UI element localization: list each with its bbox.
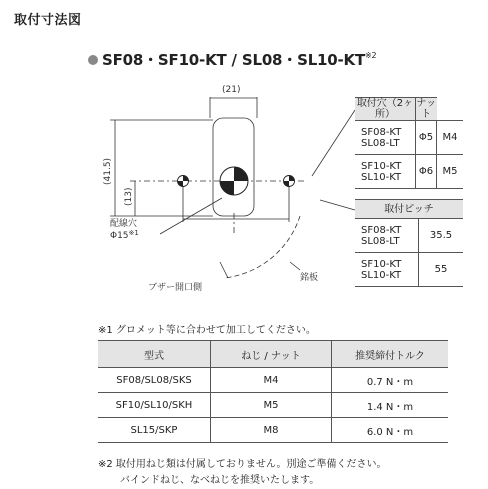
dim-height-label: (41.5) (103, 157, 113, 185)
hole-table-header-hole: 取付穴（2ヶ所） (355, 98, 416, 121)
dim-width-label: (21) (222, 85, 241, 95)
pitch-table-cell (355, 219, 419, 253)
torque-table-header-model: 型式 (98, 341, 211, 368)
pitch-table-cell (355, 253, 419, 287)
hole-table-cell (355, 121, 416, 155)
model-heading-text: SF08・SF10-KT / SL08・SL10-KT (102, 51, 366, 69)
pitch-table (355, 199, 463, 287)
note-2-line-2: バインドねじ、なべねじを推奨いたします。 (120, 475, 320, 486)
nameplate-leader (290, 262, 300, 270)
pitch-table-header: 取付ピッチ (355, 200, 463, 219)
pitch-table-model: SL10-KT (361, 269, 402, 281)
wiring-hole-note-mark: ※1 (128, 229, 139, 237)
pitch-table-value: 55 (419, 253, 464, 287)
hole-table-model: SL08-LT (361, 137, 400, 149)
hole-table-hole: Φ5 (416, 121, 437, 155)
wiring-hole-size-value: Φ15 (110, 231, 129, 241)
mounting-hole-right (284, 176, 295, 187)
torque-table-torque: 1.4 N・m (332, 393, 449, 418)
pitch-table-value: 35.5 (419, 219, 464, 253)
buzzer-leader (220, 262, 228, 278)
hole-table-header-nut: ナット (416, 98, 437, 120)
hole-table-model: SF08-KT (361, 126, 402, 138)
table-row (98, 393, 448, 418)
torque-table-header-screw: ねじ / ナット (211, 341, 332, 368)
torque-table-torque: 6.0 N・m (332, 418, 449, 443)
note-2-line-1: ※2 取付用ねじ類は付属しておりません。別途ご準備ください。 (98, 459, 387, 470)
table-row (98, 368, 448, 393)
pitch-table-model: SF08-KT (361, 224, 402, 236)
torque-table-model: SF08/SL08/SKS (98, 368, 211, 393)
torque-table-model: SF10/SL10/SKH (98, 393, 211, 418)
mounting-hole-left (178, 176, 189, 187)
torque-table-screw: M4 (211, 368, 332, 393)
torque-table-torque: 0.7 N・m (332, 368, 449, 393)
hole-table-nut: M5 (437, 155, 464, 189)
buzzer-opening-label: ブザー開口側 (148, 283, 203, 293)
note-1: ※1 グロメット等に合わせて加工してください。 (98, 325, 316, 336)
pitch-table-model: SL08-LT (361, 235, 400, 247)
torque-table-screw: M8 (211, 418, 332, 443)
hole-table-nut: M4 (437, 121, 464, 155)
wiring-hole-mark (220, 167, 248, 195)
dim-offset-label: (13) (124, 187, 134, 206)
torque-table-model: SL15/SKP (98, 418, 211, 443)
nameplate-label: 銘板 (300, 273, 319, 283)
wiring-hole-size (110, 229, 139, 241)
torque-table-header-torque: 推奨締付トルク (332, 341, 449, 368)
buzzer-arc (224, 216, 300, 278)
wiring-hole-label: 配線穴 (110, 219, 138, 229)
page-title: 取付寸法図 (14, 13, 82, 28)
table-row (98, 418, 448, 443)
hole-table-hole: Φ6 (416, 155, 437, 189)
hole-table (355, 97, 463, 189)
hole-table-cell (355, 155, 416, 189)
pitch-table-leader (320, 200, 355, 210)
hole-table-model: SL10-KT (361, 171, 402, 183)
torque-table-screw: M5 (211, 393, 332, 418)
torque-table (98, 340, 448, 443)
note-2 (98, 457, 387, 489)
model-heading-note-mark: ※2 (365, 51, 377, 60)
hole-table-leader (312, 110, 355, 176)
pitch-table-model: SF10-KT (361, 258, 402, 270)
hole-table-model: SF10-KT (361, 160, 402, 172)
